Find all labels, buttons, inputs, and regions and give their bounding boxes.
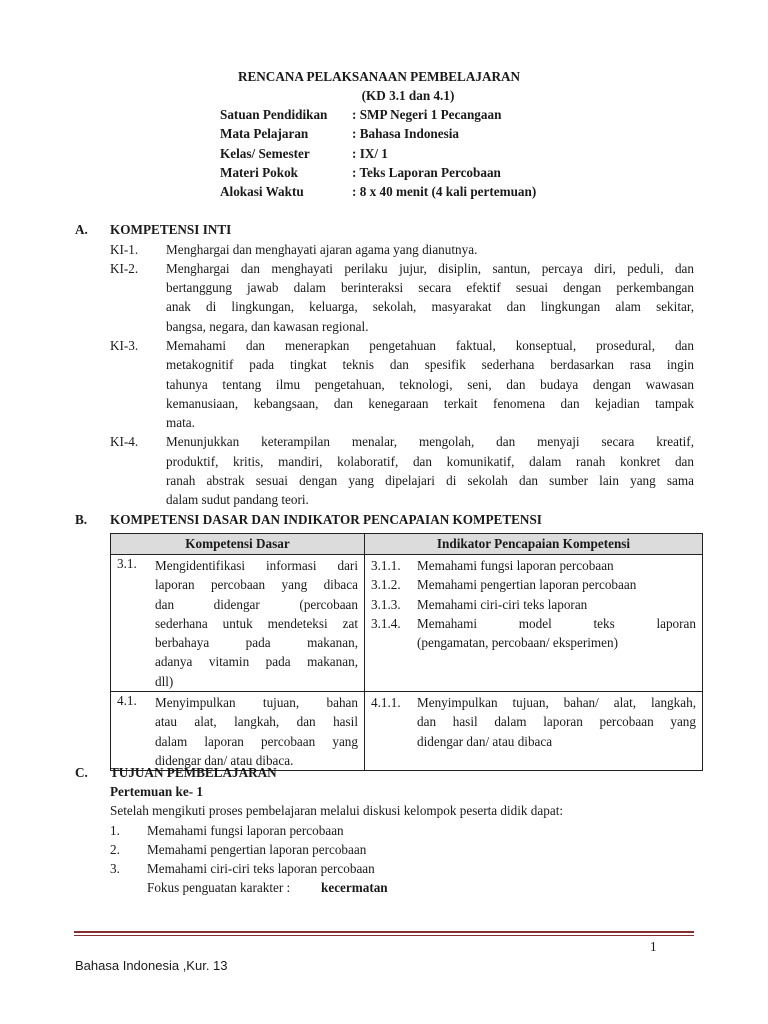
identity-label-topic: Materi Pokok xyxy=(220,165,299,180)
ki-1-line: Menghargai dan menghayati ajaran agama yang dianutnya. xyxy=(166,242,478,257)
ki-2-line: bertanggung jawab dalam berinteraksi secara efektif sesuai dengan perkembangan xyxy=(166,280,694,295)
ki-4-line: Menunjukkan keterampilan menalar, mengolah, dan menyaji secara kreatif, xyxy=(166,434,694,449)
identity-value-class: : IX/ 1 xyxy=(352,146,388,161)
ki-3-line: metakognitif pada tingkat teknis dan spesifik sederhana berdasarkan rasa ingin xyxy=(166,357,694,372)
indicator-text: (pengamatan, percobaan/ eksperimen) xyxy=(417,635,619,651)
section-a-title: KOMPETENSI INTI xyxy=(110,222,232,237)
kd-text-line: didengar dan/ atau dibaca. xyxy=(155,752,294,768)
indicator-text: Memahami ciri-ciri teks laporan xyxy=(417,596,588,612)
kd-text-line: Menyimpulkan tujuan, bahan xyxy=(155,695,358,711)
indicator-number: 3.1.1. xyxy=(371,558,401,573)
ki-4-line: produktif, kritis, mandiri, kolaboratif, dan komunikatif, dalam ranah konkret dan xyxy=(166,454,694,469)
ki-3-line: Memahami dan menerapkan pengetahuan faktual, konseptual, prosedural, dan xyxy=(166,338,694,353)
kd-number: 4.1. xyxy=(117,693,137,709)
footer-text: Bahasa Indonesia ,Kur. 13 xyxy=(75,958,228,973)
indicator-text: Memahami model teks laporan xyxy=(417,615,696,631)
kd-text-line: sederhana untuk mendeteksi zat xyxy=(155,615,358,631)
indicator-text: Memahami pengertian laporan percobaan xyxy=(417,577,637,593)
kd-number: 3.1. xyxy=(117,556,137,571)
indicator-text: Menyimpulkan tujuan, bahan/ alat, langkah, xyxy=(417,695,696,711)
indicator-item xyxy=(365,693,702,712)
document-title: RENCANA PELAKSANAAN PEMBELAJARAN xyxy=(237,69,521,84)
kd-text-line: adanya vitamin pada makanan, xyxy=(155,654,358,670)
identity-value-school: : SMP Negeri 1 Pecangaan xyxy=(352,107,502,122)
ki-4-line: dalam sudut pandang teori. xyxy=(166,492,309,507)
section-c-title: TUJUAN PEMBELAJARAN xyxy=(110,765,277,780)
section-a-letter: A. xyxy=(75,222,88,237)
character-focus-value: kecermatan xyxy=(321,880,388,895)
objective-text: Memahami pengertian laporan percobaan xyxy=(147,842,367,857)
objective-text: Memahami ciri-ciri teks laporan percobaan xyxy=(147,861,375,876)
competency-table xyxy=(110,533,703,771)
kd-cell xyxy=(111,555,365,692)
ki-3-line: tahunya tentang ilmu pengetahuan, teknologi, seni, dan budaya dengan wawasan xyxy=(166,377,694,392)
table-row xyxy=(111,555,703,692)
identity-label-subject: Mata Pelajaran xyxy=(220,126,309,141)
kd-text-line: dan didengar (percobaan xyxy=(155,596,358,612)
ki-4-line: ranah abstrak sesuai dengan yang dipelajari di sekolah dan sumber lain yang sama xyxy=(166,473,694,488)
indicator-item xyxy=(365,614,702,633)
ki-3-code: KI-3. xyxy=(110,338,139,353)
section-b-title: KOMPETENSI DASAR DAN INDIKATOR PENCAPAIAN KOMPETENSI xyxy=(110,512,542,527)
footer-rule xyxy=(74,935,694,936)
ki-2-line: bangsa, negara, dan kawasan regional. xyxy=(166,319,369,334)
kd-text-line: berbahaya pada makanan, xyxy=(155,635,358,651)
ki-2-line: anak di lingkungan, keluarga, sekolah, masyarakat dan lingkungan alam sekitar, xyxy=(166,299,694,314)
ki-4-code: KI-4. xyxy=(110,434,139,449)
footer-rule xyxy=(74,931,694,933)
table-header-row xyxy=(111,534,703,555)
objectives-intro: Setelah mengikuti proses pembelajaran melalui diskusi kelompok peserta didik dapat: xyxy=(110,803,564,818)
ki-2-code: KI-2. xyxy=(110,261,139,276)
indicator-text: didengar dan/ atau dibaca xyxy=(417,733,553,749)
indicator-text: dan hasil dalam laporan percobaan yang xyxy=(417,714,696,730)
kd-text-line: atau alat, langkah, dan hasil xyxy=(155,714,358,730)
identity-value-time: : 8 x 40 menit (4 kali pertemuan) xyxy=(352,184,537,199)
character-focus-label: Fokus penguatan karakter : xyxy=(147,880,291,895)
indicator-number: 3.1.3. xyxy=(371,596,401,612)
table-header-kd: Kompetensi Dasar xyxy=(111,534,365,555)
indicator-number: 3.1.2. xyxy=(371,577,401,593)
objective-number: 2. xyxy=(110,842,120,857)
objective-number: 1. xyxy=(110,823,120,838)
indicator-item xyxy=(365,575,702,594)
identity-label-time: Alokasi Waktu xyxy=(220,184,304,199)
ki-2-line: Menghargai dan menghayati perilaku jujur, disiplin, santun, percaya diri, peduli, dan xyxy=(166,261,694,276)
section-c-letter: C. xyxy=(75,765,88,780)
indicator-cell xyxy=(365,692,703,771)
identity-label-school: Satuan Pendidikan xyxy=(220,107,328,122)
indicator-number: 3.1.4. xyxy=(371,615,401,631)
objective-text: Memahami fungsi laporan percobaan xyxy=(147,823,344,838)
indicator-number: 4.1.1. xyxy=(371,695,401,711)
kd-text-line: laporan percobaan yang dibaca xyxy=(155,577,358,593)
table-row xyxy=(111,692,703,771)
indicator-cell xyxy=(365,555,703,692)
identity-value-topic: : Teks Laporan Percobaan xyxy=(352,165,501,180)
kd-text-line: dalam laporan percobaan yang xyxy=(155,733,358,749)
ki-3-line: mata. xyxy=(166,415,195,430)
document-subtitle: (KD 3.1 dan 4.1) xyxy=(361,88,455,103)
meeting-label: Pertemuan ke- 1 xyxy=(110,784,204,799)
kd-text-line: dll) xyxy=(155,673,174,689)
page-number: 1 xyxy=(650,939,657,954)
section-b-letter: B. xyxy=(75,512,88,527)
ki-3-line: kemanusiaan, kebangsaan, dan kenegaraan terkait fenomena dan kejadian tampak xyxy=(166,396,694,411)
indicator-item xyxy=(365,556,702,575)
kd-text-line: Mengidentifikasi informasi dari xyxy=(155,558,358,573)
objective-number: 3. xyxy=(110,861,120,876)
ki-1-code: KI-1. xyxy=(110,242,139,257)
kd-cell xyxy=(111,692,365,771)
table-header-indicator: Indikator Pencapaian Kompetensi xyxy=(365,534,703,555)
indicator-item xyxy=(365,595,702,614)
identity-value-subject: : Bahasa Indonesia xyxy=(352,126,460,141)
indicator-text: Memahami fungsi laporan percobaan xyxy=(417,558,614,573)
identity-label-class: Kelas/ Semester xyxy=(220,146,310,161)
